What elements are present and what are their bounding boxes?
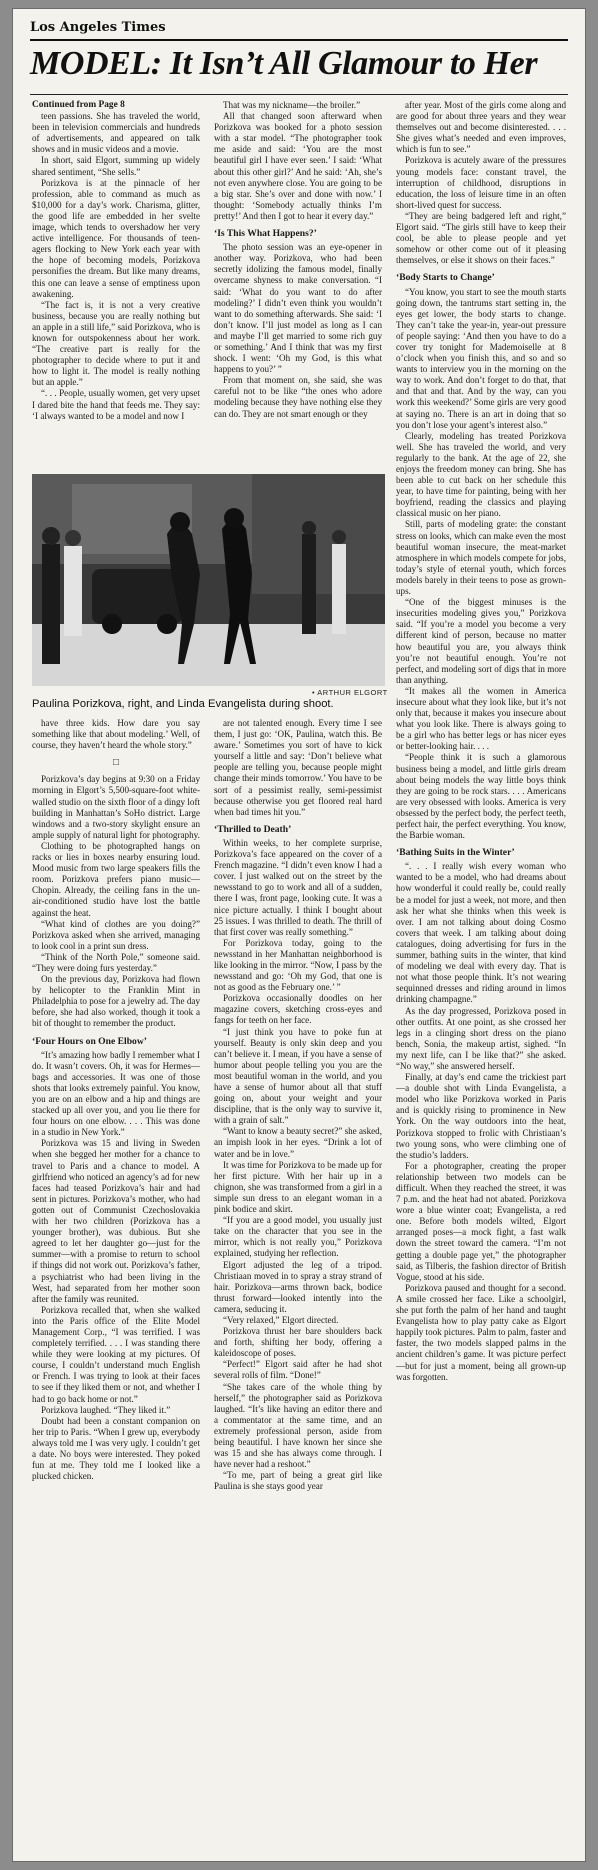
column-1-bottom bbox=[32, 718, 200, 1853]
photo bbox=[32, 474, 385, 686]
paragraph: Within weeks, to her complete surprise, Porizkova’s face appeared on the cover of a French magazine. “I didn’t even know I had a cover. I just walked out on the street by the newsstand to go to work and all of a sudden, there I was, front page, looking cute. It was a nice picture actually. I think I bought about 25 issues. I was thrilled to death. The thrill of that first cover was really something.” bbox=[214, 837, 382, 937]
paragraph: “. . . I really wish every woman who wanted to be a model, who had dreams about how wonderful it could really be, could really be a model for just a week, not more, and then ask her what she thinks when this week is over. I am not talking about doing Cosmo covers that week. I am talking about doing catalogues, doing advertising for furs in the summer, bathing suits in the winter, that kind of modeling we deal with every day. That is not what those people think. It’s not wearing sequinned dresses and riding around in limos drinking champagne.” bbox=[396, 861, 566, 1005]
paragraph: Porizkova paused and thought for a second. A smile crossed her face. Like a schoolgirl, she put forth the palm of her hand and taught Evangelista how to play patty cake as Elgort happily took pictures. Palm to palm, faster and faster, the two models slapped palms in the ancient children’s game. It was picture perfect—but for just a moment, being all grown-up was forgotten. bbox=[396, 1282, 566, 1382]
paragraph: Clothing to be photographed hangs on racks or lies in boxes nearby ensuring loud. Mood music from two large speakers fills the room. Porizkova prefers piano music—Chopin. Already, the ceiling fans in the un-air-conditioned studio have lost the battle against the heat. bbox=[32, 840, 200, 918]
paragraph: Doubt had been a constant companion on her trip to Paris. “When I grew up, everybody always told me I was very ugly. I couldn’t get a date. No boys were interested. They poked fun at me. They told me I looked like a plucked chicken. bbox=[32, 1415, 200, 1482]
top-rule bbox=[30, 39, 568, 41]
paragraph: “The fact is, it is not a very creative business, because you are really nothing but an apple in a still life,” said Porizkova, who is known for outspokenness about her work. “The creative part is really for the photographer to decide where to put it and how to light it. The model is really nothing but an apple.” bbox=[32, 299, 200, 388]
paragraph: Porizkova is at the pinnacle of her profession, able to command as much as $10,000 for a day’s work. Charisma, glitter, the good life are embedded in her svelte image, which tends to overshadow her very active intelligence. For thousands of teen-agers flocking to New York each year with the hope of becoming models, Porizkova personifies the dream. But like many dreams, this one can leave a sense of emptiness upon awakening. bbox=[32, 177, 200, 299]
paragraph: It was time for Porizkova to be made up for her first picture. With her hair up in a chignon, she was transformed from a girl in a simple sun dress to an elegant woman in a pink bodice and skirt. bbox=[214, 1159, 382, 1215]
paragraph: Clearly, modeling has treated Porizkova well. She has traveled the world, and very regularly to the bank. At the age of 22, she enjoys the freedom money can bring. She has been able to cut back on her schedule this year, to have time for painting, being with her boyfriend, reading the classics and playing classical music on her piano. bbox=[396, 430, 566, 519]
paragraph: For a photographer, creating the proper relationship between two models can be difficult. When they reached the street, it was 7 p.m. and the heat had not abated. Porizkova wore a blue winter coat; Evangelista, a red one. Before both models wilted, Elgort arranged poses—a mock fight, a fast walk down the street toward the camera. “I’m not getting a double page yet,” the photographer said, as Tilberis, the fashion director of British Vogue, stood at his side. bbox=[396, 1160, 566, 1282]
paragraph: The photo session was an eye-opener in another way. Porizkova, who had been secretly idolizing the famous model, finally overcame shyness to make conversation. “I said: ‘What do you want to do after modeling?’ I didn’t even think you wouldn’t want to do something afterwards. She said: ‘I don’t know. I’ll just model as long as I can and maybe I’ll get married to some rich guy or something.’ And I think that was my first shock. I went: ‘Oh my God, is this what happens to you?’ ” bbox=[214, 242, 382, 375]
column-2-bottom bbox=[214, 718, 382, 1853]
section-break-mark: □ bbox=[112, 757, 120, 769]
paragraph: Porizkova occasionally doodles on her magazine covers, sketching cross-eyes and fangs for teeth on her face. bbox=[214, 993, 382, 1026]
paragraph: “It makes all the women in America insecure about what they look like, but it’s not only that, because it makes you insecure about what you look like. There is always going to be a girl who has better legs or has nicer eyes or better-looking hair. . . . bbox=[396, 685, 566, 752]
paragraph: “It’s amazing how badly I remember what I do. It wasn’t covers. Oh, it was for Hermes—bags and accessories. It was one of those shots that looks extremely painful. You know, you are on an elbow and a hip and things are stacked up all over you, and you lie there for four hours on one elbow. . . . This was done in a studio in New York.” bbox=[32, 1049, 200, 1138]
paragraph: As the day progressed, Porizkova posed in other outfits. At one point, as she crossed her legs in a clinging short dress on the piano bench, Sonia, the makeup artist, sighed. “In my next life, can I be like that?” she asked. “No way,” she answered herself. bbox=[396, 1005, 566, 1071]
paragraph: after year. Most of the girls come along and are good for about three years and they wear themselves out and become disinterested. . . . She gives what’s needed and even improves, which is fun to see.” bbox=[396, 100, 566, 155]
paragraph: “Want to know a beauty secret?” she asked, an impish look in her eyes. “Drink a lot of water and be in love.” bbox=[214, 1126, 382, 1159]
street-scene-photo bbox=[32, 474, 385, 686]
subheading: ‘Is This What Happens?’ bbox=[214, 228, 317, 240]
paragraph: In short, said Elgort, summing up widely shared sentiment, “She sells.” bbox=[32, 155, 200, 177]
paragraph: teen passions. She has traveled the world, been in television commercials and hundreds of advertisements, and appeared on talk shows and in music videos and a movie. bbox=[32, 111, 200, 155]
paragraph: Porizkova thrust her bare shoulders back and forth, shifting her body, offering a kaleidoscope of poses. bbox=[214, 1326, 382, 1359]
photo-caption: Paulina Porizkova, right, and Linda Evangelista during shoot. bbox=[32, 698, 334, 710]
subheading: ‘Body Starts to Change’ bbox=[396, 272, 495, 284]
column-3 bbox=[396, 100, 566, 1850]
paragraph: “You know, you start to see the mouth starts going down, the tantrums start setting in, the eyes get lower, the body starts to change. They can’t take the year-in, year-out pressure of people saying: ‘And then you have to do a cover try tonight for Mademoiselle at 8 o’clock when you finish this, and so and so wants to interview you in the morning on the way to work. And don’t forget to do that, that and that and that. And by the way, can you work this weekend?’ Some girls are very good at saying no. There is an art in doing that so you don’t lose your agent’s interest also.” bbox=[396, 286, 566, 430]
paragraph: “People think it is such a glamorous business being a model, and little girls dream about being models the way little boys think they are going to be rock stars. . . . Americans are very obsessed with looks. America is very obsessed by the perfect body, the perfect teeth, perfect hair, the perfect everything. You know, the Barbie woman. bbox=[396, 752, 566, 841]
headline-rule bbox=[30, 94, 568, 95]
paragraph: “If you are a good model, you usually just take on the character that you see in the mirror, which is not really you,” Porizkova explained, studying her reflection. bbox=[214, 1215, 382, 1259]
paragraph: “Think of the North Pole,” someone said. “They were doing furs yesterday.” bbox=[32, 951, 200, 973]
paragraph: Porizkova is acutely aware of the pressures young models face: constant travel, the interruption of childhood, disruptions in education, the loss of leisure time in an often short-lived quest for success. bbox=[396, 155, 566, 210]
paragraph: On the previous day, Porizkova had flown by helicopter to the Franklin Mint in Philadelphia to pose for a jewelry ad. The day before, she had also worked, though it took a bit of thought to remember the product. bbox=[32, 974, 200, 1029]
paragraph: Porizkova was 15 and living in Sweden when she begged her mother for a chance to travel to Paris and a chance to model. A girlfriend who noticed an agency’s ad for new faces had teased Porizkova’s hair and had sent in pictures. Porizkova’s mother, who had gotten out of Communist Czechoslovakia with her two children (Porizkova has a younger brother), was dubious. But she agreed to let her daughter go—just for the summer—with a promise to return to school if things did not work out. Porizkova’s father, a psychiatrist who had been living in the West, had separated from her mother soon after the family was reunited. bbox=[32, 1138, 200, 1304]
continued-line: Continued from Page 8 bbox=[32, 100, 125, 110]
paragraph: From that moment on, she said, she was careful not to be like “the ones who adore modeling because they have nothing else they can do. They are not smart enough or they bbox=[214, 375, 382, 419]
photo-credit: • ARTHUR ELGORT bbox=[312, 688, 388, 697]
paragraph: “Very relaxed,” Elgort directed. bbox=[223, 1314, 339, 1325]
paragraph: Still, parts of modeling grate: the constant stress on looks, which can make even the most beautiful woman insecure, the meat-market atmosphere in which models compete for jobs, today’s style of eternal youth, which forces models barely in their teens to pose as grown-ups. bbox=[396, 519, 566, 597]
masthead: Los Angeles Times bbox=[30, 20, 166, 35]
subheading: ‘Thrilled to Death’ bbox=[214, 823, 292, 835]
paragraph: are not talented enough. Every time I see them, I just go: ‘OK, Paulina, watch this. Be aware.’ Sometimes you sort of have to kick yourself a little and say: ‘Don’t believe what people are telling you, because people might change their minds tomorrow.’ You have to be sort of a pessimist really, semi-pessimist because otherwise you get floored real hard when bad times hit you.” bbox=[214, 718, 382, 817]
paragraph: Porizkova’s day begins at 9:30 on a Friday morning in Elgort’s 5,500-square-foot white-walled studio on the sixth floor of a dingy loft building in Manhattan’s SoHo district. Large windows and a two-story skylight ensure an ample supply of natural light for photography. bbox=[32, 774, 200, 840]
subheading: ‘Four Hours on One Elbow’ bbox=[32, 1035, 147, 1047]
headline: MODEL: It Isn’t All Glamour to Her bbox=[30, 45, 538, 82]
column-2-top bbox=[214, 100, 382, 470]
paragraph: have three kids. How dare you say something like that about modeling.’ Well, of course, they haven’t heard the whole story.” bbox=[32, 718, 200, 751]
newspaper-page bbox=[12, 8, 586, 1862]
subheading: ‘Bathing Suits in the Winter’ bbox=[396, 847, 515, 859]
paragraph: Porizkova laughed. “They liked it.” bbox=[41, 1404, 171, 1415]
paragraph: “She takes care of the whole thing by herself,” the photographer said as Porizkova laughed. “It’s like having an editor there and a commentator at the same time, and an extremely professional person, aside from being beautiful. I have known her since she was 15 and she has always come through. I have never had a reshoot.” bbox=[214, 1381, 382, 1470]
paragraph: “. . . People, usually women, get very upset I dared bite the hand that feeds me. They say: ‘I always wanted to be a model and now I bbox=[32, 388, 200, 421]
paragraph: All that changed soon afterward when Porizkova was booked for a photo session with a star model. “The photographer took me aside and said: ‘You are the most beautiful girl I have ever seen.’ I said: ‘What about this other girl?’ And he said: ‘Ah, she’s not even anywhere close. You are going to be a big star. She’s over and done with now.’ I thought: ‘Somebody actually thinks I’m pretty!’ And then I got to hear it every day.” bbox=[214, 111, 382, 221]
paragraph: “I just think you have to poke fun at yourself. Beauty is only skin deep and you can’t believe it. I mean, if you have a sense of humor about people telling you you are the most beautiful woman in the world, and you have a sense of humor about all that stuff going on, about your weight and your discipline, that is the only way to survive it, with a grain of salt.” bbox=[214, 1026, 382, 1126]
paragraph: “They are being badgered left and right,” Elgort said. “The girls still have to keep their cool, be able to please people and yet somehow or other come out of it pleasing themselves, or else it shows on their faces.” bbox=[396, 210, 566, 266]
paragraph: “To me, part of being a great girl like Paulina is she stays good year bbox=[214, 1470, 382, 1492]
paragraph: “Perfect!” Elgort said after he had shot several rolls of film. “Done!” bbox=[214, 1359, 382, 1381]
paragraph: “One of the biggest minuses is the insecurities modeling gives you,” Porizkova said. “If you’re a model you become a very different kind of person, because no matter how beautiful you are, you always think you’re not beautiful enough. You’re not perfect, and modeling sort of digs that in more than anything. bbox=[396, 597, 566, 685]
paragraph: “What kind of clothes are you doing?” Porizkova asked when she arrived, managing to look cool in a print sun dress. bbox=[32, 918, 200, 951]
paragraph: Elgort adjusted the leg of a tripod. Christiaan moved in to spray a stray strand of hair. Porizkova—arms thrown back, bodice thrust forward—looked intently into the camera, seducing it. bbox=[214, 1259, 382, 1314]
paragraph: For Porizkova today, going to the newsstand in her Manhattan neighborhood is like looking in the mirror. “Now, I pass by the newsstand and go: ‘Oh my God, that one is not as good as the February one.’ ” bbox=[214, 937, 382, 993]
column-1-top bbox=[32, 100, 200, 470]
paragraph: That was my nickname—the broiler.” bbox=[223, 100, 361, 110]
paragraph: Porizkova recalled that, when she walked into the Paris office of the Elite Model Management Corp., “I was terrified. I was completely terrified. . . . I was standing there while they were looking at my pictures. Of course, I couldn’t understand much English or French. I was trying to look at their faces to see if they liked them or not, and whether I had to go back home or not.” bbox=[32, 1304, 200, 1404]
paragraph: Finally, at day’s end came the trickiest part—a double shot with Linda Evangelista, a model who like Porizkova worked in Paris and is quickly rising to prominence in New York. On the way outdoors into the heat, Porizkova stopped to frolic with Christiaan’s two young sons, who were climbing one of the studio’s ladders. bbox=[396, 1072, 566, 1160]
